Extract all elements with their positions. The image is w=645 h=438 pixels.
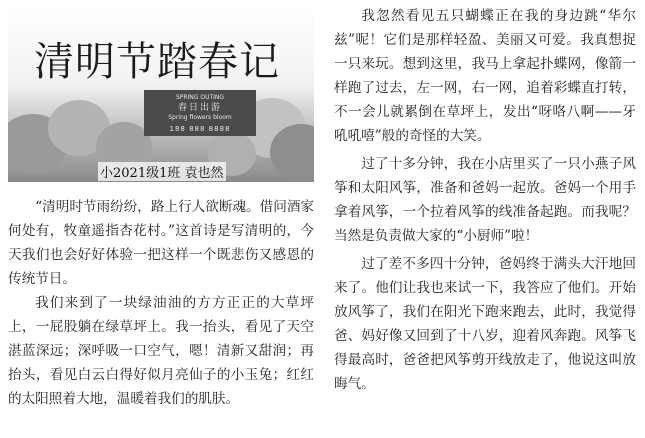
poster-line2: 春日出游: [177, 103, 222, 113]
paragraph-2: 我们来到了一块绿油油的方方正正的大草坪上，一屁股躺在绿草坪上。我一抬头，看见了天空湛蓝深远；深呼吸一口空气，嗯！清新又甜润；再抬头，看见白云白得好似月亮仙子的小玉兔；红红的太阳照着大地，温暖着我们的肌肤。: [8, 295, 314, 407]
paragraph-3: 我忽然看见五只蝴蝶正在我的身边跳“华尔兹”呢！它们是那样轻盈、美丽又可爱。我真想捉一只来玩。想到这里，我马上拿起扑蝶网，像箭一样跑了过去，左一网，右一网，追着彩蝶直打转，不一会儿就累倒在草坪上，发出“呀咯八啊——牙吼吼嘻”般的奇怪的大笑。: [334, 8, 636, 144]
paragraph-4: 过了十多分钟，我在小店里买了一只小燕子风筝和太阳风筝，准备和爸妈一起放。爸妈一个用手拿着风筝，一个拉着风筝的线准备起跑。而我呢？当然是负责做大家的“小厨师”啦！: [334, 156, 636, 244]
left-column: [8, 4, 314, 411]
paragraph-5: 过了差不多四十分钟，爸妈终于满头大汗地回来了。他们让我也来试一下，我答应了他们。开始放风筝了，我们在阳光下跑来跑去，此时，我觉得爸、妈好像又回到了十八岁，迎着风奔跑。风筝飞得最高时，爸爸把风筝剪开线放走了，他说这叫放晦气。: [334, 256, 636, 392]
title-banner: [8, 4, 314, 182]
poster-card: [144, 90, 256, 136]
right-column: [334, 4, 636, 400]
article-title: 清明节踏春记: [34, 39, 280, 85]
poster-line3: Spring flowers bloom: [168, 114, 232, 121]
paragraph-1: “清明时节雨纷纷，路上行人欲断魂。借问酒家何处有，牧童遥指杏花村。”这首诗是写清明的，今天我们也会好好体验一把这样一个既悲伤又感恩的传统节日。: [8, 199, 315, 287]
poster-phone: 188 888 8888: [169, 125, 231, 133]
poster-line1: SPRING OUTING: [175, 94, 225, 101]
author-byline: 小2021级1班 袁也然: [98, 162, 226, 181]
